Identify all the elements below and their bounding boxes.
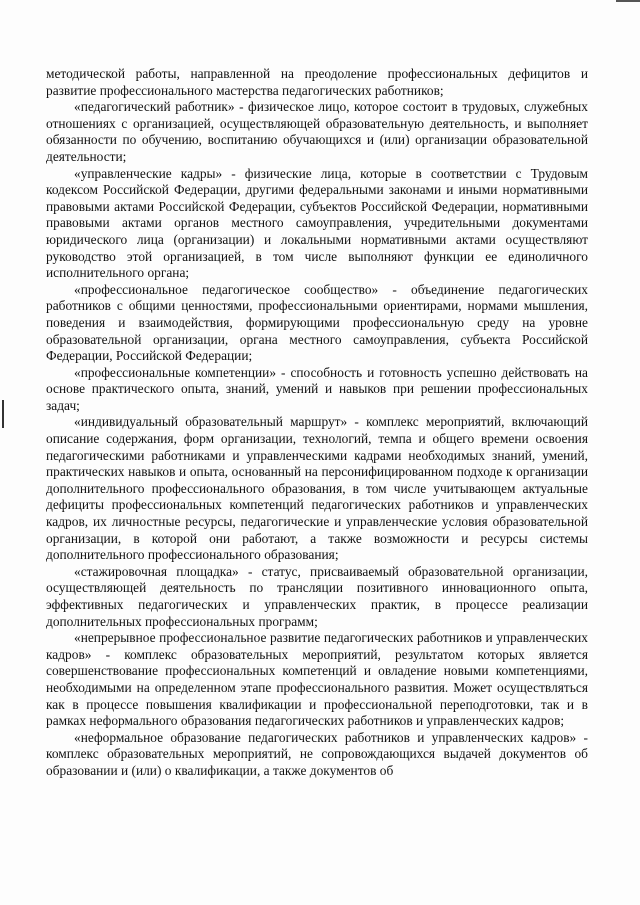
paragraph-professional-community: «профессиональное педагогическое сообщество» - объединение педагогических работников с общими ценностями, профессиональными ориентирами, нормами мышления, поведения и взаимодействия, формирующими профессиональную среду на уровне образовательной организации, органа местного самоуправления, субъекта Российской Федерации, Российской Федерации; [46,281,588,364]
paragraph-methodical-work: методической работы, направленной на преодоление профессиональных дефицитов и развитие профессионального мастерства педагогических работников; [46,66,588,98]
paragraph-continuous-development: «непрерывное профессиональное развитие педагогических работников и управленческих кадров» - комплекс образовательных мероприятий, результатом которых является совершенствование профессиональных компетенций и овладение новыми компетенциями, необходимыми на определенном этапе профессионального развития. Может осуществляться как в процессе повышения квалификации и профессиональной переподготовки, так и в рамках неформального образования педагогических работников и управленческих кадров; [46,630,588,729]
paragraph-professional-competences: «профессиональные компетенции» - способность и готовность успешно действовать на основе практического опыта, знаний, умений и навыков при решении профессиональных задач; [46,364,588,413]
document-body [46,66,588,780]
scan-edge-mark [616,0,640,2]
paragraph-pedagogical-worker: «педагогический работник» - физическое лицо, которое состоит в трудовых, служебных отношениях с организацией, осуществляющей образовательную деятельность, и выполняет обязанности по обучению, воспитанию обучающихся и (или) организации образовательной деятельности; [46,99,588,164]
scan-margin-mark [2,400,4,428]
paragraph-informal-education: «неформальное образование педагогических работников и управленческих кадров» - комплекс образовательных мероприятий, не сопровождающихся выдачей документов об образовании и (или) о квалификации, а также документов об [46,729,588,778]
paragraph-management-staff: «управленческие кадры» - физические лица, которые в соответствии с Трудовым кодексом Российской Федерации, другими федеральными законами и иными нормативными правовыми актами Российской Федерации, субъектов Российской Федерации, нормативными правовыми актами органов местного самоуправления, учредительными документами юридического лица (организации) и локальными нормативными актами осуществляют руководство этой организацией, в том числе выполняют функции ее единоличного исполнительного органа; [46,165,588,281]
paragraph-individual-route: «индивидуальный образовательный маршрут» - комплекс мероприятий, включающий описание содержания, форм организации, технологий, темпа и общего времени освоения педагогическими работниками и управленческими кадрами необходимых знаний, умений, практических навыков и опыта, основанный на персонифицированном подходе к организации дополнительного профессионального образования, в том числе учитывающем актуальные дефициты профессиональных компетенций педагогических работников и управленческих кадров, их личностные ресурсы, педагогические и управленческие условия образовательной организации, в которой они работают, а также возможности и ресурсы системы дополнительного профессионального образования; [46,414,588,563]
paragraph-internship-site: «стажировочная площадка» - статус, присваиваемый образовательной организации, осуществляющей деятельность по трансляции позитивного инновационного опыта, эффективных педагогических и управленческих практик, в процессе реализации дополнительных профессиональных программ; [46,563,588,629]
